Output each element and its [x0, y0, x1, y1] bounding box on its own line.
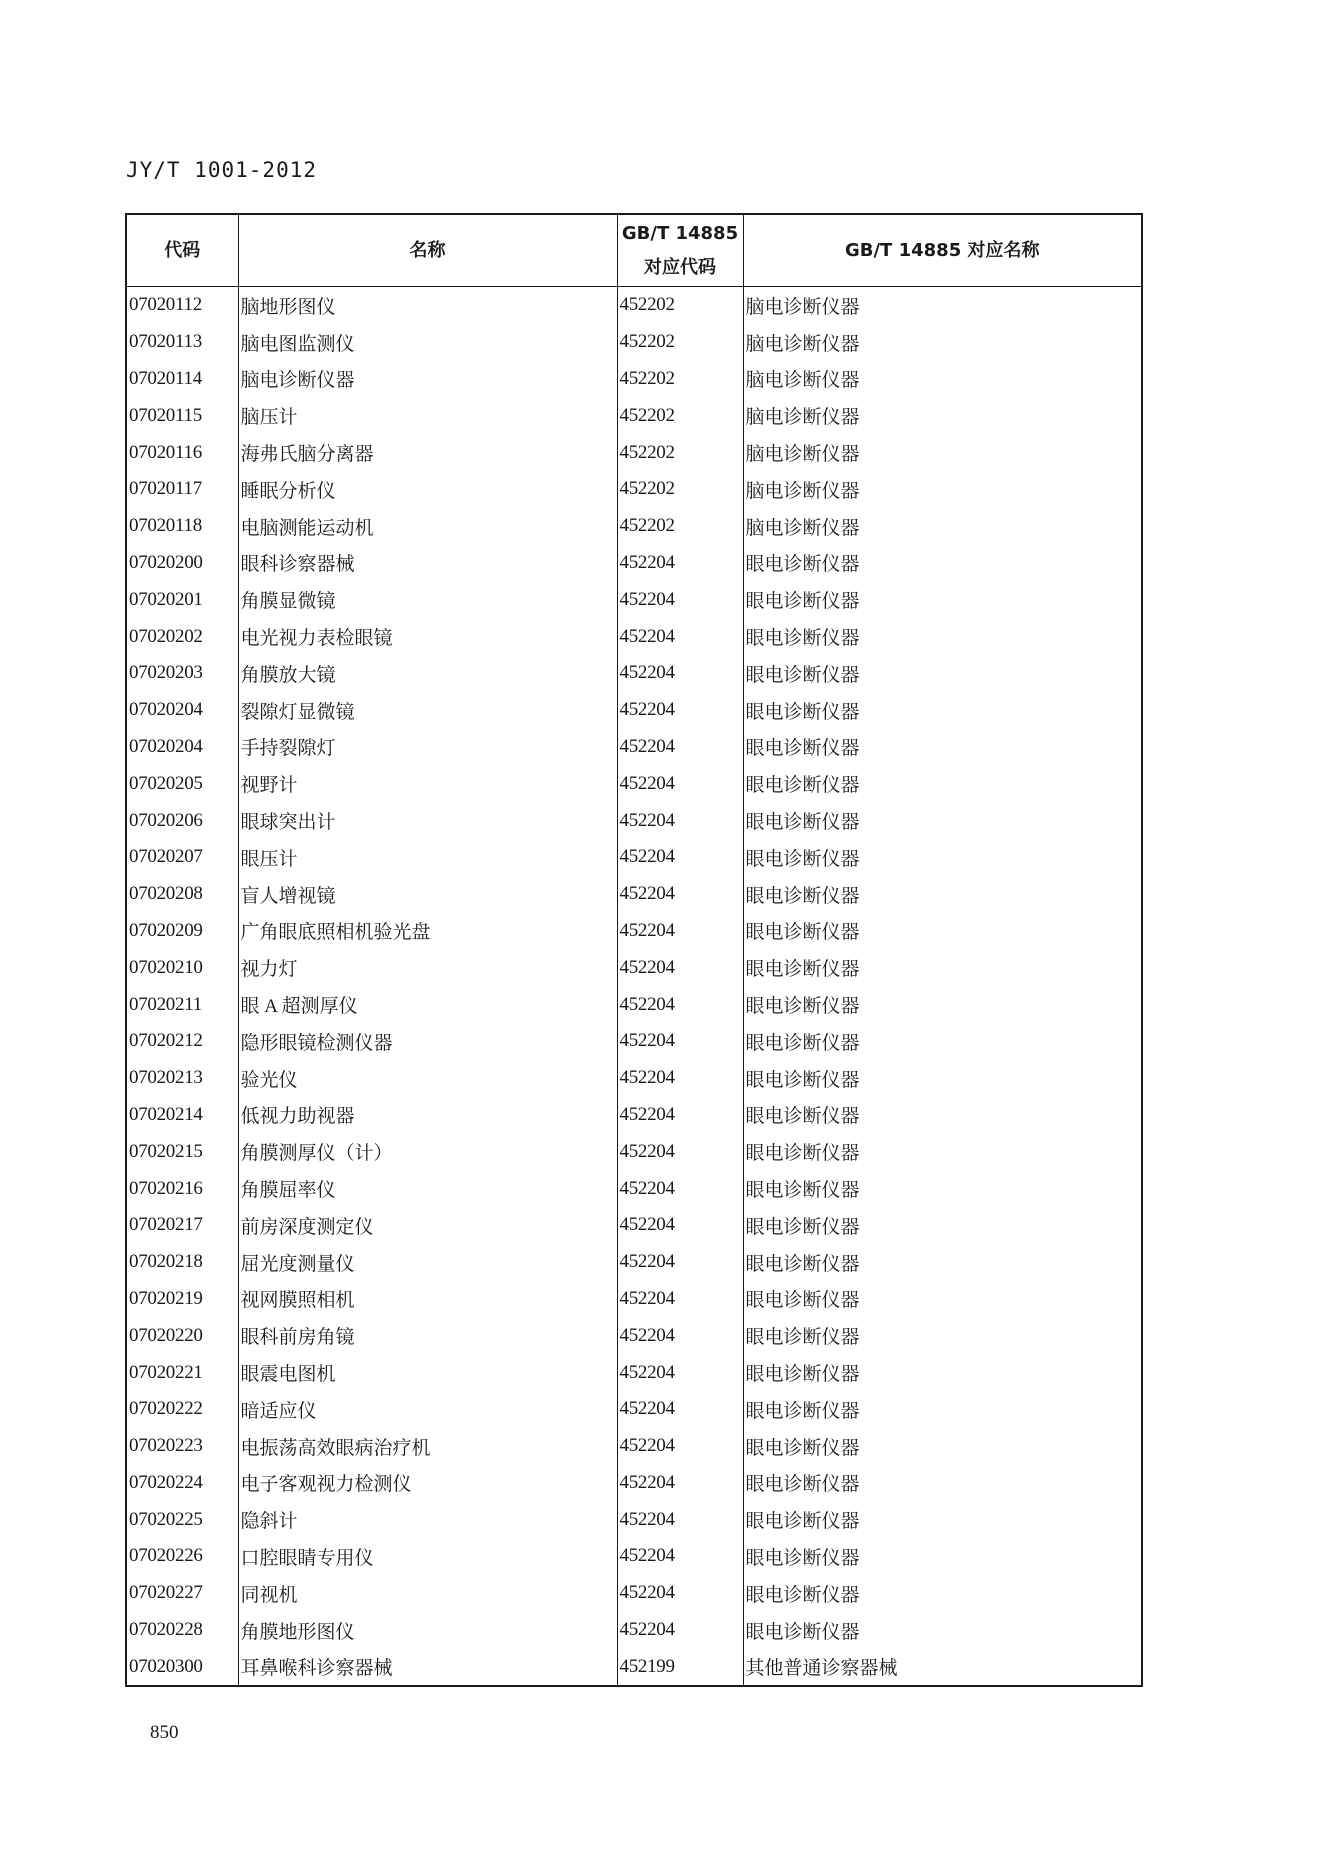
- cell-code: 07020220: [126, 1317, 238, 1354]
- cell-gb-name: 脑电诊断仪器: [743, 324, 1142, 361]
- cell-name: 口腔眼睛专用仪: [238, 1538, 617, 1575]
- cell-gb-code: 452204: [617, 581, 743, 618]
- cell-name: 暗适应仪: [238, 1391, 617, 1428]
- cell-gb-name: 眼电诊断仪器: [743, 839, 1142, 876]
- table-row: [126, 1648, 1142, 1686]
- table-row: [126, 545, 1142, 582]
- cell-name: 角膜地形图仪: [238, 1612, 617, 1649]
- cell-code: 07020228: [126, 1612, 238, 1649]
- cell-code: 07020204: [126, 692, 238, 729]
- cell-name: 低视力助视器: [238, 1097, 617, 1134]
- cell-gb-code: 452204: [617, 802, 743, 839]
- cell-name: 角膜屈率仪: [238, 1170, 617, 1207]
- cell-gb-code: 452204: [617, 1428, 743, 1465]
- cell-gb-name: 眼电诊断仪器: [743, 1281, 1142, 1318]
- cell-code: 07020226: [126, 1538, 238, 1575]
- cell-code: 07020113: [126, 324, 238, 361]
- cell-name: 屈光度测量仪: [238, 1244, 617, 1281]
- table-row: [126, 287, 1142, 324]
- cell-name: 眼 A 超测厚仪: [238, 986, 617, 1023]
- cell-gb-code: 452204: [617, 949, 743, 986]
- cell-code: 07020207: [126, 839, 238, 876]
- table-row: [126, 324, 1142, 361]
- cell-gb-code: 452202: [617, 361, 743, 398]
- table-row: [126, 876, 1142, 913]
- cell-code: 07020115: [126, 397, 238, 434]
- cell-gb-code: 452204: [617, 545, 743, 582]
- cell-gb-code: 452204: [617, 1354, 743, 1391]
- table-row: [126, 471, 1142, 508]
- cell-gb-code: 452202: [617, 434, 743, 471]
- cell-name: 电振荡高效眼病治疗机: [238, 1428, 617, 1465]
- cell-code: 07020203: [126, 655, 238, 692]
- cell-gb-name: 眼电诊断仪器: [743, 1612, 1142, 1649]
- cell-code: 07020216: [126, 1170, 238, 1207]
- cell-gb-name: 眼电诊断仪器: [743, 802, 1142, 839]
- table-row: [126, 1465, 1142, 1502]
- cell-gb-name: 眼电诊断仪器: [743, 1097, 1142, 1134]
- cell-name: 同视机: [238, 1575, 617, 1612]
- cell-gb-code: 452202: [617, 324, 743, 361]
- document-header: JY/T 1001-2012: [126, 158, 318, 182]
- table-row: [126, 1170, 1142, 1207]
- column-header-gb-code-line1: GB/T 14885: [621, 222, 739, 244]
- cell-name: 耳鼻喉科诊察器械: [238, 1648, 617, 1686]
- cell-gb-name: 眼电诊断仪器: [743, 1501, 1142, 1538]
- cell-code: 07020118: [126, 508, 238, 545]
- cell-name: 海弗氏脑分离器: [238, 434, 617, 471]
- cell-name: 脑电诊断仪器: [238, 361, 617, 398]
- cell-gb-name: 眼电诊断仪器: [743, 1538, 1142, 1575]
- cell-name: 脑压计: [238, 397, 617, 434]
- cell-gb-code: 452204: [617, 618, 743, 655]
- cell-name: 眼球突出计: [238, 802, 617, 839]
- cell-gb-code: 452204: [617, 729, 743, 766]
- table-row: [126, 1097, 1142, 1134]
- cell-gb-name: 眼电诊断仪器: [743, 1207, 1142, 1244]
- table-row: [126, 949, 1142, 986]
- cell-gb-name: 眼电诊断仪器: [743, 1575, 1142, 1612]
- cell-gb-name: 眼电诊断仪器: [743, 1391, 1142, 1428]
- cell-gb-code: 452199: [617, 1648, 743, 1686]
- cell-gb-name: 眼电诊断仪器: [743, 618, 1142, 655]
- cell-name: 眼震电图机: [238, 1354, 617, 1391]
- cell-code: 07020215: [126, 1133, 238, 1170]
- table-row: [126, 361, 1142, 398]
- cell-code: 07020219: [126, 1281, 238, 1318]
- cell-gb-name: 眼电诊断仪器: [743, 1317, 1142, 1354]
- cell-code: 07020214: [126, 1097, 238, 1134]
- cell-name: 脑地形图仪: [238, 287, 617, 324]
- cell-gb-name: 眼电诊断仪器: [743, 729, 1142, 766]
- table-row: [126, 581, 1142, 618]
- column-header-gb-code: [617, 214, 743, 287]
- page-number: 850: [150, 1722, 179, 1743]
- cell-name: 脑电图监测仪: [238, 324, 617, 361]
- cell-gb-name: 眼电诊断仪器: [743, 765, 1142, 802]
- cell-gb-name: 脑电诊断仪器: [743, 508, 1142, 545]
- cell-code: 07020217: [126, 1207, 238, 1244]
- cell-code: 07020227: [126, 1575, 238, 1612]
- cell-code: 07020300: [126, 1648, 238, 1686]
- cell-name: 视野计: [238, 765, 617, 802]
- cell-gb-name: 脑电诊断仪器: [743, 361, 1142, 398]
- cell-code: 07020209: [126, 913, 238, 950]
- table-row: [126, 434, 1142, 471]
- table-row: [126, 1428, 1142, 1465]
- cell-gb-name: 眼电诊断仪器: [743, 545, 1142, 582]
- cell-gb-name: 眼电诊断仪器: [743, 1244, 1142, 1281]
- cell-gb-code: 452204: [617, 1207, 743, 1244]
- cell-gb-code: 452204: [617, 1244, 743, 1281]
- table-row: [126, 1317, 1142, 1354]
- cell-gb-name: 脑电诊断仪器: [743, 397, 1142, 434]
- cell-code: 07020222: [126, 1391, 238, 1428]
- cell-name: 手持裂隙灯: [238, 729, 617, 766]
- cell-code: 07020218: [126, 1244, 238, 1281]
- cell-gb-code: 452204: [617, 876, 743, 913]
- cell-name: 眼压计: [238, 839, 617, 876]
- cell-gb-code: 452204: [617, 1097, 743, 1134]
- table-row: [126, 1538, 1142, 1575]
- table-row: [126, 1207, 1142, 1244]
- cell-name: 前房深度测定仪: [238, 1207, 617, 1244]
- cell-code: 07020225: [126, 1501, 238, 1538]
- cell-code: 07020210: [126, 949, 238, 986]
- cell-code: 07020224: [126, 1465, 238, 1502]
- cell-name: 电脑测能运动机: [238, 508, 617, 545]
- cell-gb-name: 眼电诊断仪器: [743, 1465, 1142, 1502]
- table-row: [126, 839, 1142, 876]
- table-row: [126, 802, 1142, 839]
- cell-name: 盲人增视镜: [238, 876, 617, 913]
- cell-code: 07020112: [126, 287, 238, 324]
- cell-code: 07020202: [126, 618, 238, 655]
- cell-code: 07020204: [126, 729, 238, 766]
- cell-gb-name: 眼电诊断仪器: [743, 692, 1142, 729]
- table-row: [126, 1244, 1142, 1281]
- cell-code: 07020212: [126, 1023, 238, 1060]
- cell-code: 07020208: [126, 876, 238, 913]
- cell-gb-code: 452204: [617, 1501, 743, 1538]
- cell-gb-code: 452204: [617, 655, 743, 692]
- cell-code: 07020213: [126, 1060, 238, 1097]
- table-row: [126, 1023, 1142, 1060]
- table-row: [126, 1281, 1142, 1318]
- cell-name: 广角眼底照相机验光盘: [238, 913, 617, 950]
- cell-code: 07020211: [126, 986, 238, 1023]
- cell-gb-name: 眼电诊断仪器: [743, 1354, 1142, 1391]
- cell-gb-name: 眼电诊断仪器: [743, 876, 1142, 913]
- cell-code: 07020117: [126, 471, 238, 508]
- table-row: [126, 1575, 1142, 1612]
- table-header: [126, 214, 1142, 287]
- cell-name: 视网膜照相机: [238, 1281, 617, 1318]
- cell-code: 07020223: [126, 1428, 238, 1465]
- cell-gb-name: 眼电诊断仪器: [743, 1133, 1142, 1170]
- cell-name: 睡眠分析仪: [238, 471, 617, 508]
- cell-gb-code: 452204: [617, 1023, 743, 1060]
- cell-name: 眼科前房角镜: [238, 1317, 617, 1354]
- cell-gb-name: 眼电诊断仪器: [743, 581, 1142, 618]
- cell-name: 电子客观视力检测仪: [238, 1465, 617, 1502]
- cell-gb-code: 452202: [617, 397, 743, 434]
- cell-gb-code: 452204: [617, 1391, 743, 1428]
- cell-gb-name: 眼电诊断仪器: [743, 655, 1142, 692]
- cell-code: 07020206: [126, 802, 238, 839]
- cell-gb-code: 452204: [617, 692, 743, 729]
- cell-code: 07020114: [126, 361, 238, 398]
- cell-code: 07020201: [126, 581, 238, 618]
- cell-name: 电光视力表检眼镜: [238, 618, 617, 655]
- table-row: [126, 508, 1142, 545]
- table-row: [126, 1060, 1142, 1097]
- cell-gb-code: 452204: [617, 1317, 743, 1354]
- table-row: [126, 655, 1142, 692]
- cell-gb-code: 452202: [617, 471, 743, 508]
- cell-code: 07020205: [126, 765, 238, 802]
- cell-gb-code: 452204: [617, 1538, 743, 1575]
- cell-gb-name: 脑电诊断仪器: [743, 471, 1142, 508]
- cell-name: 角膜测厚仪（计）: [238, 1133, 617, 1170]
- table-body: [126, 287, 1142, 1687]
- cell-code: 07020116: [126, 434, 238, 471]
- cell-name: 验光仪: [238, 1060, 617, 1097]
- cell-gb-code: 452204: [617, 1465, 743, 1502]
- cell-name: 裂隙灯显微镜: [238, 692, 617, 729]
- cell-code: 07020200: [126, 545, 238, 582]
- cell-gb-name: 眼电诊断仪器: [743, 1428, 1142, 1465]
- table-row: [126, 986, 1142, 1023]
- cell-code: 07020221: [126, 1354, 238, 1391]
- cell-gb-code: 452204: [617, 1170, 743, 1207]
- cell-name: 隐斜计: [238, 1501, 617, 1538]
- code-mapping-table: [125, 213, 1143, 1687]
- cell-gb-code: 452204: [617, 913, 743, 950]
- cell-gb-code: 452204: [617, 839, 743, 876]
- column-header-gb-code-line2: 对应代码: [644, 256, 716, 278]
- table-row: [126, 765, 1142, 802]
- cell-gb-code: 452204: [617, 1575, 743, 1612]
- cell-gb-code: 452204: [617, 765, 743, 802]
- column-header-code: 代码: [126, 214, 238, 287]
- table-row: [126, 692, 1142, 729]
- cell-gb-name: 脑电诊断仪器: [743, 287, 1142, 324]
- cell-gb-name: 眼电诊断仪器: [743, 1023, 1142, 1060]
- cell-gb-name: 眼电诊断仪器: [743, 1170, 1142, 1207]
- cell-gb-name: 眼电诊断仪器: [743, 986, 1142, 1023]
- cell-gb-name: 眼电诊断仪器: [743, 1060, 1142, 1097]
- table-row: [126, 397, 1142, 434]
- table-row: [126, 1391, 1142, 1428]
- cell-gb-code: 452204: [617, 1133, 743, 1170]
- cell-name: 眼科诊察器械: [238, 545, 617, 582]
- column-header-gb-name: GB/T 14885 对应名称: [743, 214, 1142, 287]
- table-row: [126, 1354, 1142, 1391]
- cell-gb-code: 452204: [617, 1060, 743, 1097]
- cell-gb-code: 452204: [617, 1612, 743, 1649]
- cell-name: 视力灯: [238, 949, 617, 986]
- table-row: [126, 1501, 1142, 1538]
- cell-gb-name: 眼电诊断仪器: [743, 949, 1142, 986]
- table-row: [126, 1612, 1142, 1649]
- cell-gb-code: 452202: [617, 508, 743, 545]
- cell-gb-name: 眼电诊断仪器: [743, 913, 1142, 950]
- cell-name: 角膜放大镜: [238, 655, 617, 692]
- cell-gb-code: 452204: [617, 1281, 743, 1318]
- cell-gb-code: 452204: [617, 986, 743, 1023]
- cell-gb-name: 其他普通诊察器械: [743, 1648, 1142, 1686]
- column-header-name: 名称: [238, 214, 617, 287]
- cell-name: 隐形眼镜检测仪器: [238, 1023, 617, 1060]
- table-row: [126, 913, 1142, 950]
- table-row: [126, 618, 1142, 655]
- table-row: [126, 1133, 1142, 1170]
- table-row: [126, 729, 1142, 766]
- cell-name: 角膜显微镜: [238, 581, 617, 618]
- cell-gb-name: 脑电诊断仪器: [743, 434, 1142, 471]
- cell-gb-code: 452202: [617, 287, 743, 324]
